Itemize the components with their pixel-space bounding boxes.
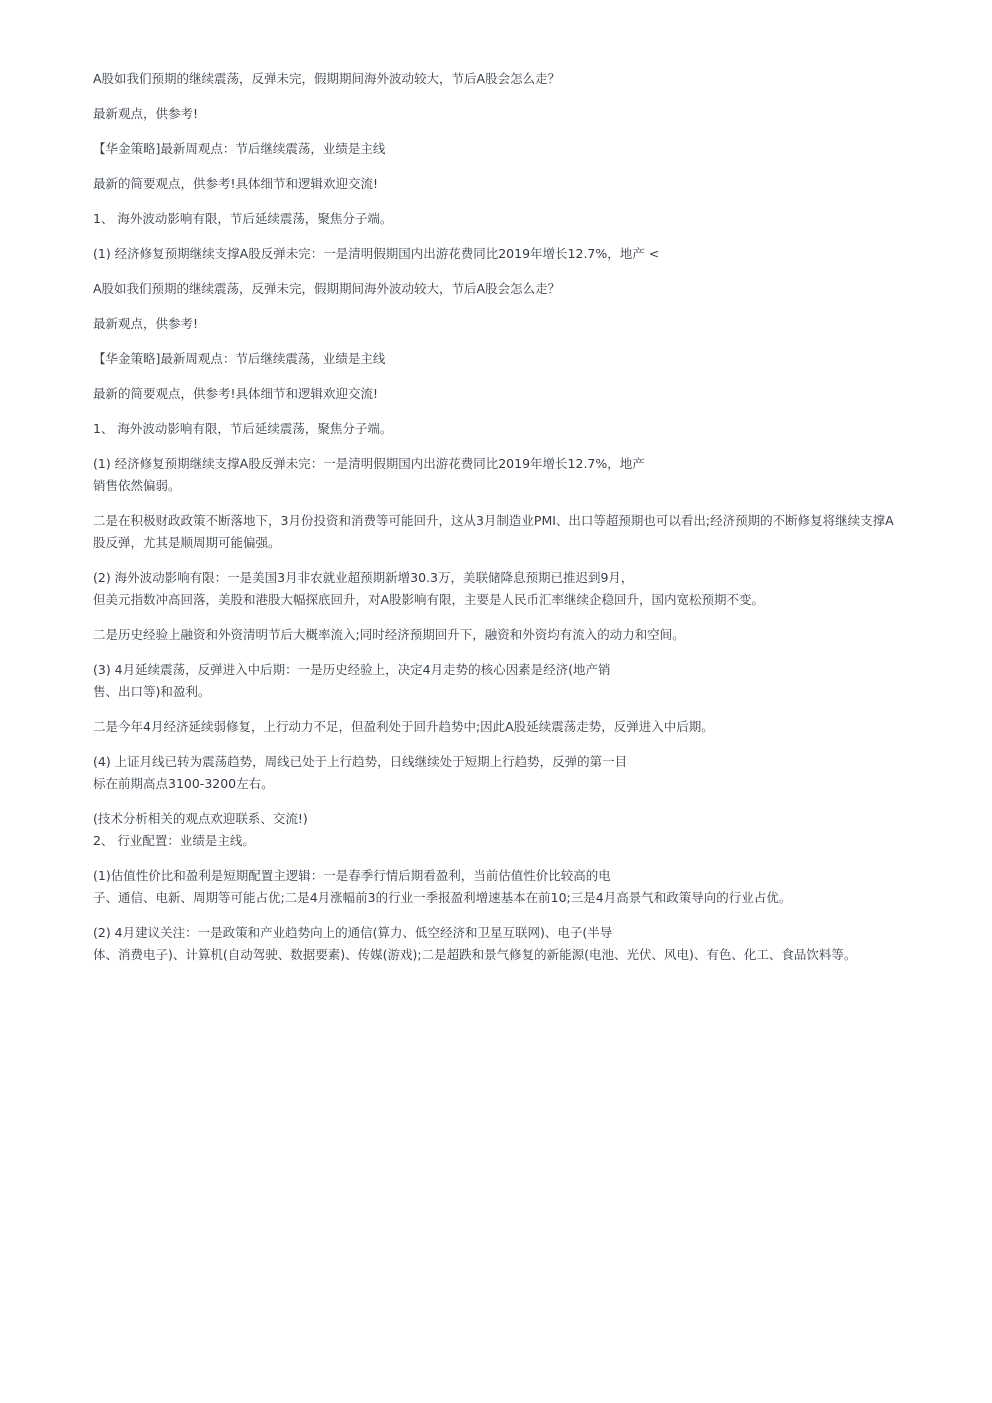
paragraph-line: 二是历史经验上融资和外资清明节后大概率流入;同时经济预期回升下，融资和外资均有流入的动力和空间。: [93, 627, 685, 642]
paragraph-line: (1)估值性价比和盈利是短期配置主逻辑：一是春季行情后期看盈利，当前估值性价比较高的电: [93, 868, 611, 883]
paragraph: [93, 808, 953, 830]
paragraph-line: 二是今年4月经济延续弱修复，上行动力不足，但盈利处于回升趋势中;因此A股延续震荡走势，反弹进入中后期。: [93, 719, 714, 734]
paragraph: [93, 173, 953, 195]
paragraph-line: (4) 上证月线已转为震荡趋势，周线已处于上行趋势，日线继续处于短期上行趋势，反弹的第一目: [93, 754, 628, 769]
paragraph: [93, 510, 953, 554]
paragraph-line: 股反弹，尤其是顺周期可能偏强。: [93, 535, 281, 550]
paragraph-line: 最新的简要观点，供参考!具体细节和逻辑欢迎交流!: [93, 176, 379, 191]
paragraph-line: 但美元指数冲高回落，美股和港股大幅探底回升，对A股影响有限，主要是人民币汇率继续企稳回升，国内宽松预期不变。: [93, 592, 765, 607]
paragraph-line: (3) 4月延续震荡，反弹进入中后期：一是历史经验上，决定4月走势的核心因素是经济(地产销: [93, 662, 611, 677]
paragraph-line: 2、 行业配置：业绩是主线。: [93, 833, 255, 848]
paragraph-line: A股如我们预期的继续震荡，反弹未完，假期期间海外波动较大，节后A股会怎么走？: [93, 71, 561, 86]
paragraph: [93, 453, 953, 497]
paragraph-line: 最新观点，供参考!: [93, 106, 199, 121]
paragraph: [93, 751, 953, 795]
paragraph: [93, 567, 953, 611]
paragraph: [93, 138, 953, 160]
paragraph-line: (2) 4月建议关注：一是政策和产业趋势向上的通信(算力、低空经济和卫星互联网)、电子(半导: [93, 925, 613, 940]
paragraph-line: 二是在积极财政政策不断落地下，3月份投资和消费等可能回升，这从3月制造业PMI、出口等超预期也可以看出;经济预期的不断修复将继续支撑A: [93, 513, 894, 528]
paragraph: [93, 68, 953, 90]
paragraph-line: 1、 海外波动影响有限，节后延续震荡，聚焦分子端。: [93, 421, 393, 436]
paragraph-line: 子、通信、电新、周期等可能占优;二是4月涨幅前3的行业一季报盈利增速基本在前10;三是4月高景气和政策导向的行业占优。: [93, 890, 792, 905]
paragraph-line: 标在前期高点3100-3200左右。: [93, 776, 274, 791]
paragraph: [93, 243, 953, 265]
paragraph-line: 1、 海外波动影响有限，节后延续震荡，聚焦分子端。: [93, 211, 393, 226]
paragraph: [93, 624, 953, 646]
paragraph-line: (2) 海外波动影响有限：一是美国3月非农就业超预期新增30.3万，美联储降息预期已推迟到9月，: [93, 570, 634, 585]
paragraph-line: 最新的简要观点，供参考!具体细节和逻辑欢迎交流!: [93, 386, 379, 401]
paragraph-line: 售、出口等)和盈利。: [93, 684, 211, 699]
paragraph: [93, 103, 953, 125]
paragraph: [93, 830, 953, 852]
paragraph: [93, 278, 953, 300]
paragraph-line: 【华金策略]最新周观点：节后继续震荡，业绩是主线: [93, 141, 386, 156]
paragraph-line: A股如我们预期的继续震荡，反弹未完，假期期间海外波动较大，节后A股会怎么走？: [93, 281, 561, 296]
paragraph-line: (1) 经济修复预期继续支撑A股反弹未完：一是清明假期国内出游花费同比2019年增长12.7%，地产: [93, 456, 645, 471]
paragraph-line: 体、消费电子)、计算机(自动驾驶、数据要素)、传媒(游戏);二是超跌和景气修复的新能源(电池、光伏、风电)、有色、化工、食品饮料等。: [93, 947, 857, 962]
paragraph-line: 最新观点，供参考!: [93, 316, 199, 331]
paragraph-line: (1) 经济修复预期继续支撑A股反弹未完：一是清明假期国内出游花费同比2019年增长12.7%，地产 <: [93, 246, 660, 261]
paragraph: [93, 348, 953, 370]
paragraph-line: 【华金策略]最新周观点：节后继续震荡，业绩是主线: [93, 351, 386, 366]
paragraph-line: 销售依然偏弱。: [93, 478, 181, 493]
paragraph: [93, 383, 953, 405]
paragraph: [93, 716, 953, 738]
document-body: [93, 68, 953, 979]
paragraph: [93, 659, 953, 703]
paragraph: [93, 313, 953, 335]
paragraph: [93, 922, 953, 966]
paragraph-line: (技术分析相关的观点欢迎联系、交流!): [93, 811, 308, 826]
paragraph: [93, 418, 953, 440]
paragraph: [93, 208, 953, 230]
paragraph: [93, 865, 953, 909]
